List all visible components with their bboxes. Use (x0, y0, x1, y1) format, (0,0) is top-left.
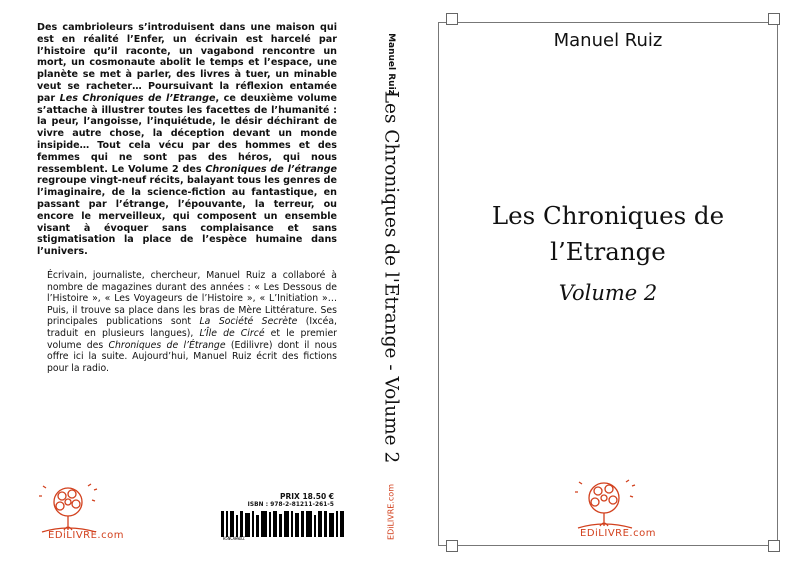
svg-text:EDiLIVRE.com: EDiLIVRE.com (580, 528, 656, 539)
front-cover (415, 0, 800, 569)
frame-corner-bottom-left (446, 540, 458, 552)
back-cover (0, 0, 367, 569)
front-author: Manuel Ruiz (553, 30, 663, 51)
tree-logo-icon (550, 476, 672, 540)
tree-logo-icon (38, 480, 160, 542)
frame-corner-bottom-right (768, 540, 780, 552)
front-title-line2: l’Etrange (550, 237, 666, 266)
spine-author: Manuel Ruiz (386, 33, 396, 95)
price: PRIX 18.50 € (279, 492, 334, 501)
spine-publisher-logo: EDiLIVRE.com (386, 484, 396, 540)
svg-text:H5NCAHWXZ: H5NCAHWXZ (223, 536, 245, 541)
frame-corner-top-left (446, 13, 458, 25)
price-block (222, 492, 334, 509)
author-bio: Écrivain, journaliste, chercheur, Manuel Ruiz a collaboré à nombre de magazines durant des années : « Les Dessous de l’Histoire », « Les Voyageurs de l’Histoire », « L’Initiation »… Puis, il trouve sa place dans les bras de Mère Littérature. Ses principales publications sont La Société Secrète (Ixcéa, traduit en plusieurs langues), L’Île de Circé et le premier volume des Chroniques de l’Étrange (Edilivre) dont il nous offre ici la suite. Aujourd’hui, Manuel Ruiz écrit des fictions pour la radio. (47, 270, 337, 374)
front-title (438, 198, 778, 270)
spine (367, 0, 415, 569)
isbn: ISBN : 978-2-81211-261-5 (247, 502, 334, 508)
spine-title: Les Chroniques de l'Etrange - Volume 2 (380, 90, 402, 464)
barcode (221, 509, 351, 541)
front-title-line1: Les Chroniques de (491, 201, 725, 230)
frame-corner-top-right (768, 13, 780, 25)
barcode-graphic (221, 509, 351, 541)
svg-text:EDiLIVRE.com: EDiLIVRE.com (48, 530, 124, 541)
publisher-logo-back (38, 480, 160, 542)
publisher-logo-front (550, 476, 672, 540)
back-cover-blurb: Des cambrioleurs s’introduisent dans une maison qui est en réalité l’Enfer, un écrivain est harcelé par l’histoire qu’il raconte, un vagabond rencontre un mort, un cosmonaute abolit le temps et l’espace, une planète se met à parler, des livres à tuer, un minable veut se racheter… Poursuivant la réflexion entamée par Les Chroniques de l’Etrange, ce deuxième volume s’attache à illustrer toutes les facettes de l’humanité : la peur, l’angoisse, l’inquiétude, le désir déchirant de vivre autre chose, la déception devant un monde insipide… Tout cela vécu par des hommes et des femmes qui ne sont pas des héros, qui nous ressemblent. Le Volume 2 des Chroniques de l’étrange regroupe vingt-neuf récits, balayant tous les genres de l’imaginaire, de la science-fiction au fantastique, en passant par l’étrange, l’épouvante, la terreur, ou encore le merveilleux, qui composent un ensemble visant à évoquer sans complaisance et sans stigmatisation la place de l’espèce humaine dans l’univers. (37, 22, 338, 258)
front-subtitle: Volume 2 (558, 281, 658, 305)
